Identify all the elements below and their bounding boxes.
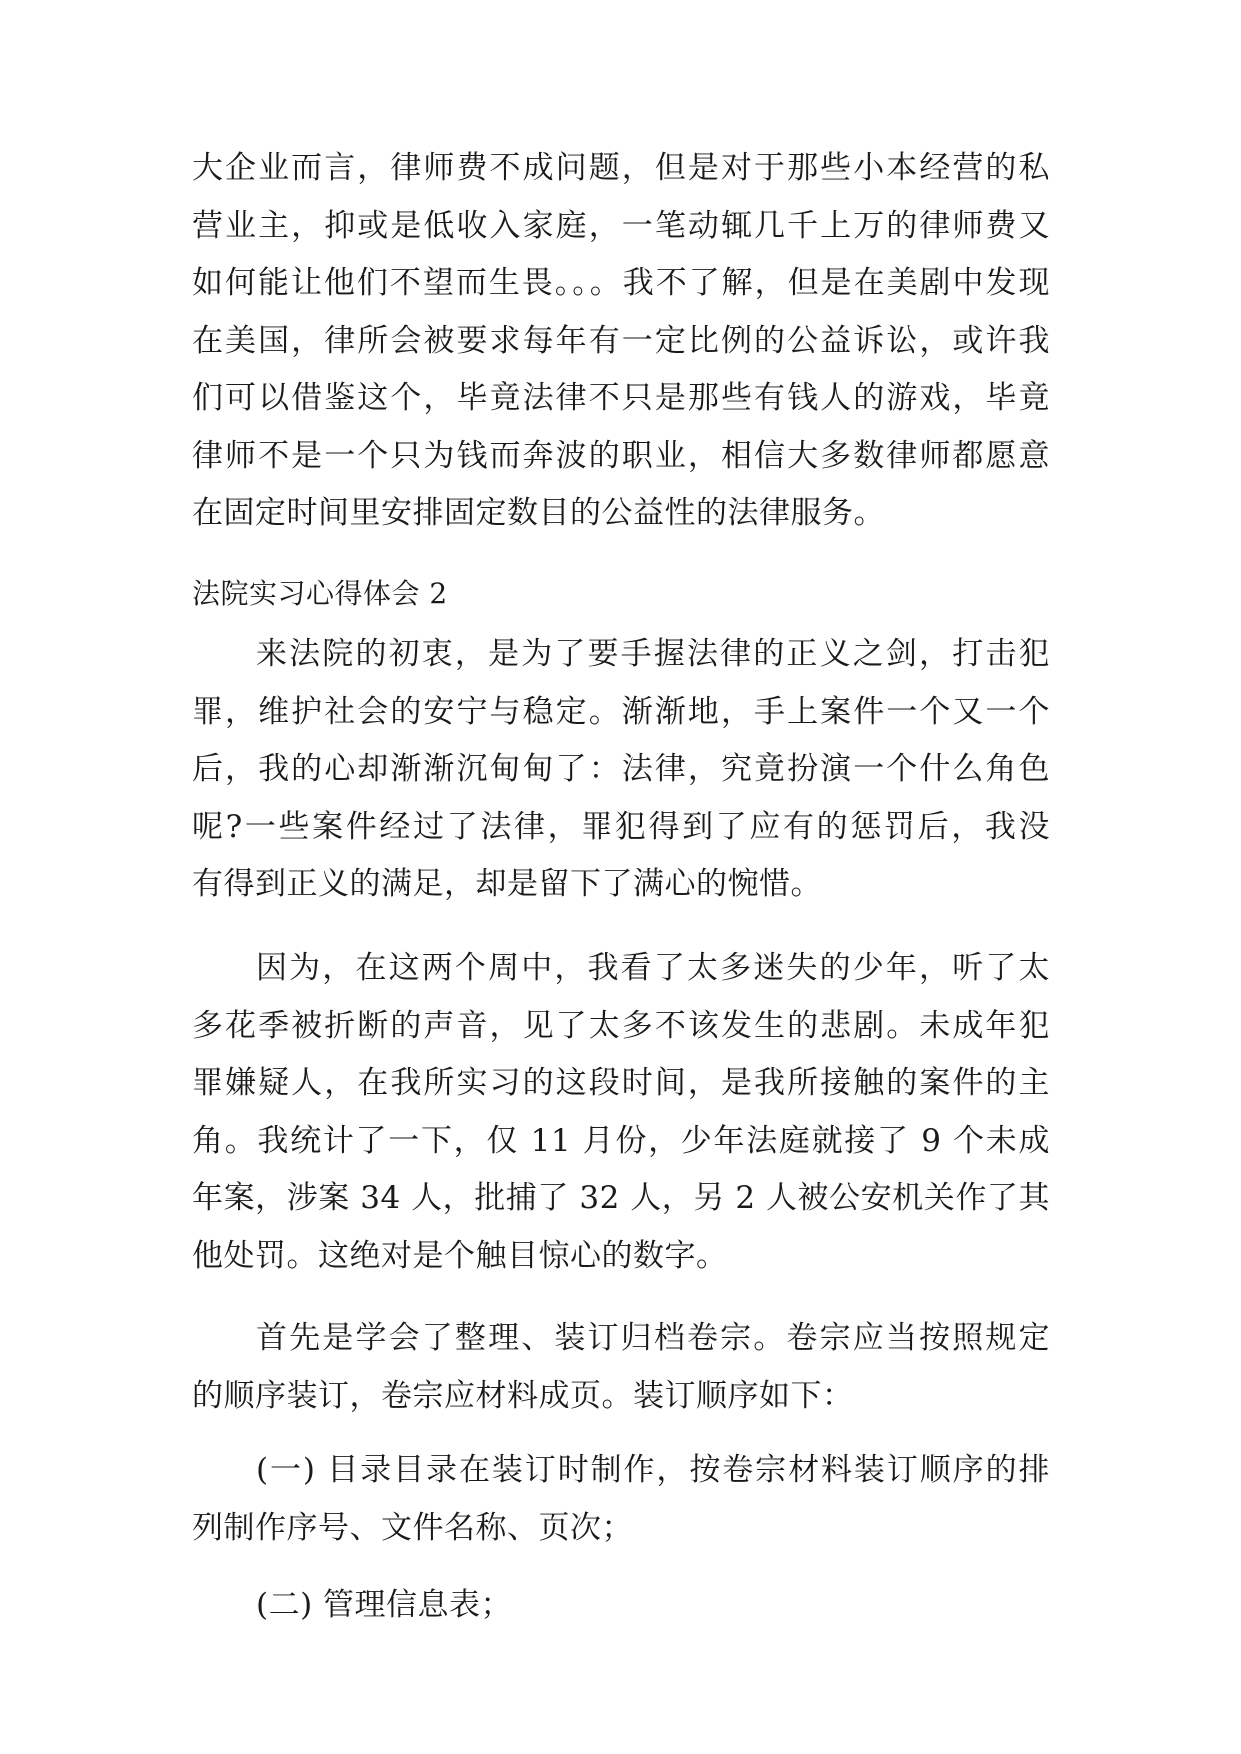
text-line: 的顺序装订，卷宗应材料成页。装订顺序如下：	[192, 1377, 854, 1414]
text-line: 在固定时间里安排固定数目的公益性的法律服务。	[192, 495, 885, 531]
text-line: (二) 管理信息表；	[256, 1587, 513, 1623]
text-line: 营业主，抑或是低收入家庭，一笔动辄几千上万的律师费又	[192, 207, 1050, 244]
text-line: 他处罚。这绝对是个触目惊心的数字。	[192, 1237, 728, 1274]
text-line: 大企业而言，律师费不成问题，但是对于那些小本经营的私	[192, 150, 1050, 186]
paragraph-5	[192, 1577, 1050, 1635]
text-line: 罪，维护社会的安宁与稳定。渐渐地，手上案件一个又一个	[192, 693, 1050, 730]
section-title: 法院实习心得体会 2	[192, 577, 448, 610]
text-line: 因为，在这两个周中，我看了太多迷失的少年，听了太	[256, 950, 1050, 986]
paragraph-2	[192, 940, 1050, 1285]
text-line: 角。我统计了一下，仅 11 月份，少年法庭就接了 9 个未成	[192, 1122, 1050, 1159]
text-line: 后，我的心却渐渐沉甸甸了：法律，究竟扮演一个什么角色	[192, 751, 1050, 787]
text-line: 罪嫌疑人，在我所实习的这段时间，是我所接触的案件的主	[192, 1065, 1050, 1101]
carryover-paragraph	[192, 140, 1050, 543]
text-line: 们可以借鉴这个，毕竟法律不只是那些有钱人的游戏，毕竟	[192, 380, 1050, 416]
text-line: 在美国，律所会被要求每年有一定比例的公益诉讼，或许我	[192, 322, 1050, 359]
text-line: 律师不是一个只为钱而奔波的职业，相信大多数律师都愿意	[192, 437, 1050, 474]
paragraph-4	[192, 1442, 1050, 1557]
text-line: 如何能让他们不望而生畏。。。我不了解，但是在美剧中发现	[192, 265, 1050, 301]
text-line: 列制作序号、文件名称、页次；	[192, 1509, 633, 1546]
text-line: (一) 目录目录在装订时制作，按卷宗材料装订顺序的排	[256, 1452, 1050, 1488]
paragraph-1	[192, 626, 1050, 914]
text-line: 年案，涉案 34 人，批捕了 32 人，另 2 人被公安机关作了其	[192, 1180, 1050, 1216]
text-line: 多花季被折断的声音，见了太多不该发生的悲剧。未成年犯	[192, 1007, 1050, 1044]
text-line: 首先是学会了整理、装订归档卷宗。卷宗应当按照规定	[256, 1320, 1050, 1356]
text-line: 来法院的初衷，是为了要手握法律的正义之剑，打击犯	[256, 636, 1050, 672]
text-line: 呢?一些案件经过了法律，罪犯得到了应有的惩罚后，我没	[192, 808, 1050, 845]
text-line: 有得到正义的满足，却是留下了满心的惋惜。	[192, 866, 822, 902]
paragraph-3	[192, 1310, 1050, 1425]
